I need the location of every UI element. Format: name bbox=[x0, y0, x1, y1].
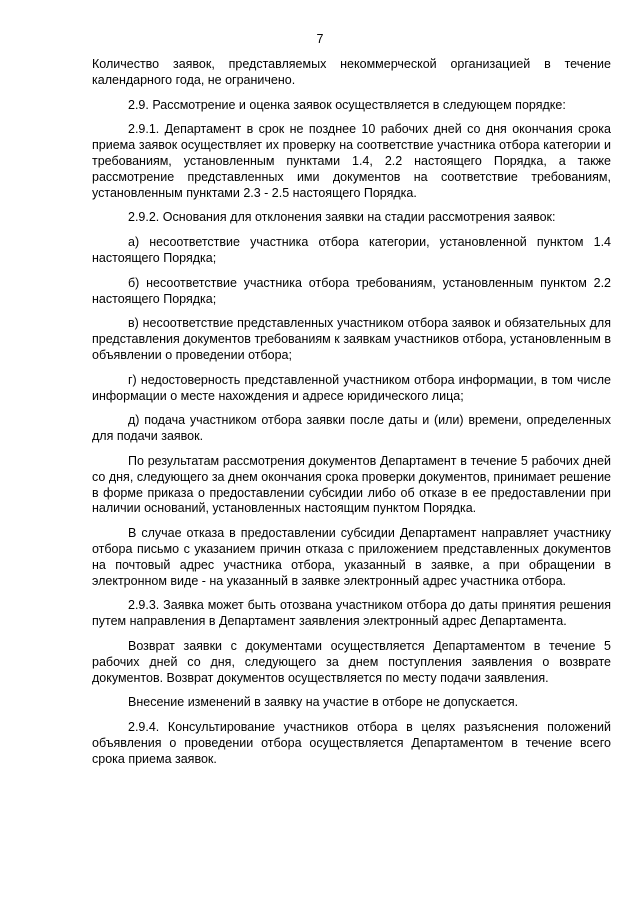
paragraph: Количество заявок, представляемых некоммерческой организацией в течение календарного года, не ограничено. bbox=[92, 57, 611, 87]
paragraph: По результатам рассмотрения документов Департамент в течение 5 рабочих дней со дня, следующего за днем окончания срока проверки документов, принимает решение в форме приказа о предоставлении субсидии либо об отказе в ее предоставлении при наличии оснований, установленных настоящим пунктом Порядка. bbox=[92, 453, 611, 516]
paragraph: В случае отказа в предоставлении субсидии Департамент направляет участнику отбора письмо с указанием причин отказа с приложением представленных документов на почтовый адрес участника отбора, указанный в заявке, а при обращении в электронном виде - на указанный в заявке электронный адрес участника отбора. bbox=[92, 526, 611, 588]
paragraph: Возврат заявки с документами осуществляется Департаментом в течение 5 рабочих дней со дня, следующего за днем поступления заявления о возврате документов. Возврат документов осуществляется по месту подачи заявления. bbox=[92, 638, 611, 685]
paragraph: а) несоответствие участника отбора категории, установленной пунктом 1.4 настоящего Порядка; bbox=[92, 235, 611, 265]
document-body bbox=[92, 57, 611, 776]
paragraph: 2.9.2. Основания для отклонения заявки на стадии рассмотрения заявок: bbox=[128, 210, 556, 225]
paragraph: в) несоответствие представленных участником отбора заявок и обязательных для представления документов требованиям к заявкам участников отбора, установленным в объявлении о проведении отбора; bbox=[92, 316, 611, 362]
page-number: 7 bbox=[316, 32, 324, 46]
paragraph: 2.9.4. Консультирование участников отбора в целях разъяснения положений объявления о проведении отбора осуществляется Департаментом в течение всего срока приема заявок. bbox=[92, 720, 611, 766]
paragraph: д) подача участником отбора заявки после даты и (или) времени, определенных для подачи заявок. bbox=[92, 413, 611, 444]
paragraph: 2.9.1. Департамент в срок не позднее 10 рабочих дней со дня окончания срока приема заявок осуществляет их проверку на соответствие участника отбора категории и требованиям, установленным пунктами 1.4, 2.2 настоящего Порядка, а также рассмотрение представленных ими документов на соответствие требованиям, установленным пунктами 2.3 - 2.5 настоящего Порядка. bbox=[92, 122, 611, 200]
paragraph: 2.9. Рассмотрение и оценка заявок осуществляется в следующем порядке: bbox=[128, 97, 566, 112]
paragraph: г) недостоверность представленной участником отбора информации, в том числе информации о месте нахождения и адресе юридического лица; bbox=[92, 372, 611, 403]
paragraph: Внесение изменений в заявку на участие в отборе не допускается. bbox=[128, 695, 519, 710]
paragraph: 2.9.3. Заявка может быть отозвана участником отбора до даты принятия решения путем направления в Департамент заявления электронный адрес Департамента. bbox=[92, 598, 611, 629]
paragraph: б) несоответствие участника отбора требованиям, установленным пунктом 2.2 настоящего Порядка; bbox=[92, 275, 611, 306]
